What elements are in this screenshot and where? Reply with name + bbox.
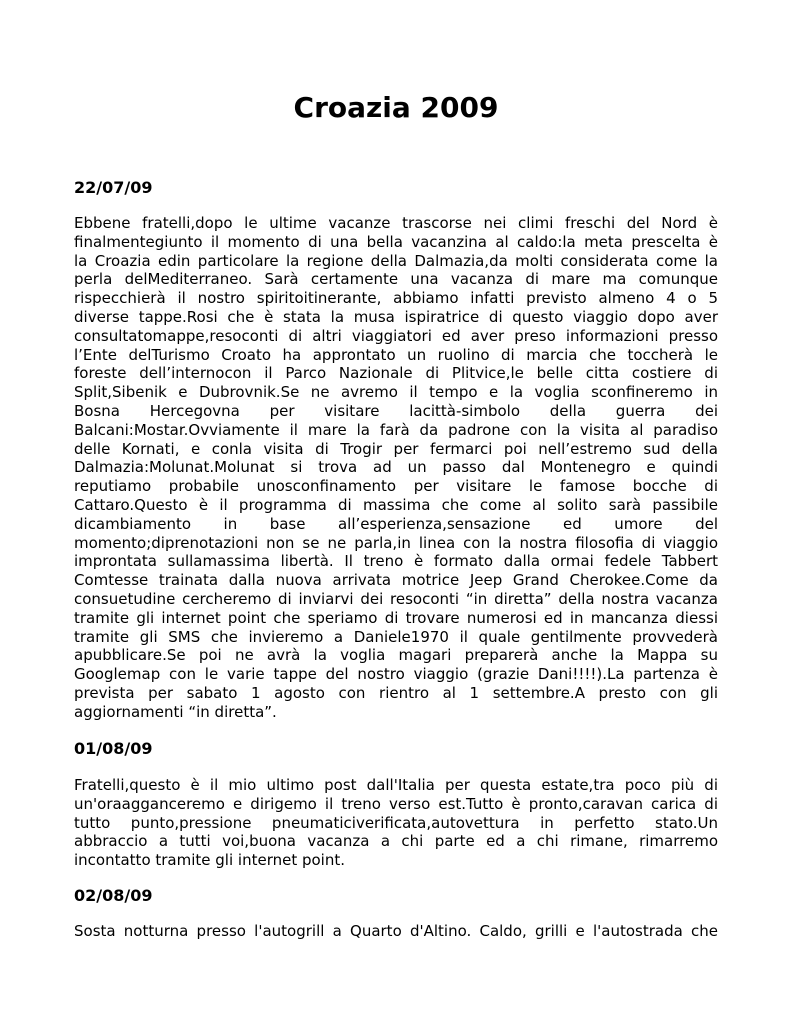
paragraph-line: improntata sullamassima libertà. Il treno è formato dalla ormai fedele Tabbert <box>74 552 718 571</box>
paragraph-line: Googlemap con le varie tappe del nostro viaggio (grazie Dani!!!!).La partenza è <box>74 665 718 684</box>
paragraph-line: incontatto tramite gli internet point. <box>74 851 346 870</box>
paragraph-line: Fratelli,questo è il mio ultimo post dall'Italia per questa estate,tra poco più di <box>74 776 718 794</box>
paragraph-line: Sosta notturna presso l'autogrill a Quarto d'Altino. Caldo, grilli e l'autostrada che <box>74 922 718 940</box>
paragraph-line: Cattaro.Questo è il programma di massima che come al solito sarà passibile <box>74 495 718 514</box>
paragraph-line: prevista per sabato 1 agosto con rientro al 1 settembre.A presto con gli <box>74 683 718 702</box>
entry-paragraph <box>74 214 718 722</box>
paragraph-line: un'oraagganceremo e dirigemo il treno verso est.Tutto è pronto,caravan carica di <box>74 794 718 813</box>
paragraph-line: perla delMediterraneo. Sarà certamente una vacanza di mare ma comunque <box>74 270 718 289</box>
paragraph-line: tramite gli SMS che invieremo a Daniele1970 il quale gentilmente provvederà <box>74 627 718 646</box>
paragraph-line: delle Kornati, e conla visita di Trogir per fermarci poi nell’estremo sud della <box>74 439 718 458</box>
entry-date: 22/07/09 <box>74 178 153 197</box>
paragraph-line: Bosna Hercegovna per visitare lacittà-simbolo della guerra dei <box>74 401 718 420</box>
paragraph-line: foreste dell’internocon il Parco Nazionale di Plitvice,le belle citta costiere di <box>74 364 718 383</box>
paragraph-line: tramite gli internet point che speriamo di trovare numerosi ed in mancanza diessi <box>74 608 718 627</box>
paragraph-line: diverse tappe.Rosi che è stata la musa ispiratrice di questo viaggio dopo aver <box>74 307 718 326</box>
paragraph-line: Comtesse trainata dalla nuova arrivata motrice Jeep Grand Cherokee.Come da <box>74 571 718 590</box>
paragraph-line: Split,Sibenik e Dubrovnik.Se ne avremo il tempo e la voglia sconfineremo in <box>74 383 718 402</box>
paragraph-line: momento;diprenotazioni non se ne parla,in linea con la nostra filosofia di viaggio <box>74 533 718 552</box>
paragraph-line: Balcani:Mostar.Ovviamente il mare la farà da padrone con la visita al paradiso <box>74 420 718 439</box>
paragraph-line: rispecchierà il nostro spiritoitinerante, abbiamo infatti previsto almeno 4 o 5 <box>74 289 718 308</box>
entry-date: 02/08/09 <box>74 886 153 905</box>
paragraph-line: reputiamo probabile unosconfinamento per visitare le famose bocche di <box>74 477 718 496</box>
paragraph-line: apubblicare.Se poi ne avrà la voglia magari preparerà anche la Mappa su <box>74 646 718 665</box>
document-title: Croazia 2009 <box>293 91 499 124</box>
paragraph-line: consuetudine cercheremo di inviarvi dei resoconti “in diretta” della nostra vacanza <box>74 589 718 608</box>
paragraph-line: dicambiamento in base all’esperienza,sensazione ed umore del <box>74 514 718 533</box>
paragraph-line: abbraccio a tutti voi,buona vacanza a chi parte ed a chi rimane, rimarremo <box>74 832 718 851</box>
paragraph-line: aggiornamenti “in diretta”. <box>74 702 277 721</box>
entry-paragraph <box>74 776 718 870</box>
paragraph-line: consultatomappe,resoconti di altri viaggiatori ed aver preso informazioni presso <box>74 326 718 345</box>
entry-date: 01/08/09 <box>74 739 153 758</box>
paragraph-line: tutto punto,pressione pneumaticiverificata,autovettura in perfetto stato.Un <box>74 813 718 832</box>
entry-paragraph <box>74 922 718 941</box>
paragraph-line: Dalmazia:Molunat.Molunat si trova ad un passo dal Montenegro e quindi <box>74 458 718 477</box>
paragraph-line: l’Ente delTurismo Croato ha approntato un ruolino di marcia che toccherà le <box>74 345 718 364</box>
paragraph-line: finalmentegiunto il momento di una bella vacanzina al caldo:la meta prescelta è <box>74 232 718 251</box>
paragraph-line: la Croazia edin particolare la regione della Dalmazia,da molti considerata come la <box>74 251 718 270</box>
paragraph-line: Ebbene fratelli,dopo le ultime vacanze trascorse nei climi freschi del Nord è <box>74 214 718 232</box>
